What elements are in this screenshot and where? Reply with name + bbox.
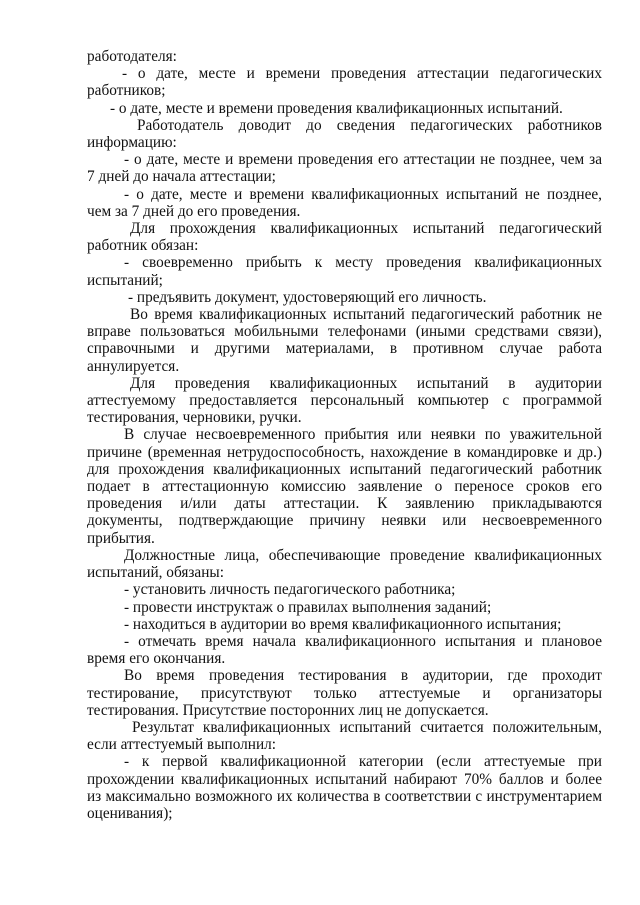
text-line: - о дате, месте и времени проведения квалификационных испытаний.	[110, 99, 563, 117]
text-line: работников;	[87, 82, 166, 100]
text-line: оценивания);	[87, 804, 173, 822]
text-line: - к первой квалификационной категории (если аттестуемые при	[124, 753, 602, 771]
text-line: Должностные лица, обеспечивающие проведение квалификационных	[124, 546, 602, 564]
text-line: чем за 7 дней до его проведения.	[87, 202, 301, 220]
text-line: Для проведения квалификационных испытаний в аудитории	[130, 374, 602, 392]
text-line: - находиться в аудитории во время квалификационного испытания;	[124, 615, 562, 633]
text-line: для прохождения квалификационных испытаний педагогический работник	[87, 460, 602, 478]
text-line: подает в аттестационную комиссию заявление о переносе сроков его	[87, 478, 602, 496]
text-line: причине (временная нетрудоспособность, нахождение в командировке и др.)	[87, 443, 602, 461]
text-line: - о дате, месте и времени проведения его аттестации не позднее, чем за	[124, 151, 602, 169]
text-line: тестирования, черновики, ручки.	[87, 409, 302, 427]
text-line: работодателя:	[87, 48, 177, 65]
text-line: время его окончания.	[87, 650, 226, 668]
text-line: Для прохождения квалификационных испытаний педагогический	[130, 220, 602, 238]
text-line: В случае несвоевременного прибытия или неявки по уважительной	[124, 426, 602, 444]
text-line: работник обязан:	[87, 237, 199, 255]
text-line: 7 дней до начала аттестации;	[87, 168, 276, 186]
text-line: - о дате, месте и времени квалификационных испытаний не позднее,	[124, 185, 602, 203]
text-line: тестирования. Присутствие посторонних лиц не допускается.	[87, 701, 489, 719]
text-line: вправе пользоваться мобильными телефонами (иными средствами связи),	[87, 323, 602, 341]
text-line: документы, подтверждающие причину неявки или несвоевременного	[87, 512, 602, 530]
text-line: - о дате, месте и времени проведения аттестации педагогических	[122, 65, 602, 83]
text-line: - отмечать время начала квалификационного испытания и плановое	[124, 632, 602, 650]
text-line: аннулируется.	[87, 357, 180, 375]
text-line: - своевременно прибыть к месту проведения квалификационных	[124, 254, 602, 272]
text-line: прибытия.	[87, 529, 155, 547]
text-line: проведения и/или даты аттестации. К заявлению прикладываются	[87, 495, 602, 513]
text-line: информацию:	[87, 134, 177, 152]
text-line: из максимально возможного их количества в соответствии с инструментарием	[87, 787, 602, 805]
text-line: прохождении квалификационных испытаний набирают 70% баллов и более	[87, 770, 602, 788]
text-line: если аттестуемый выполнил:	[87, 736, 277, 754]
text-line: Во время проведения тестирования в аудитории, где проходит	[124, 667, 602, 685]
text-line: тестирование, присутствуют только аттестуемые и организаторы	[87, 684, 602, 702]
text-line: Работодатель доводит до сведения педагогических работников	[137, 116, 602, 134]
text-line: аттестуемому предоставляется персональный компьютер с программой	[87, 392, 602, 410]
text-line: Результат квалификационных испытаний считается положительным,	[132, 718, 602, 736]
text-line: - установить личность педагогического работника;	[124, 581, 456, 599]
text-line: справочными и другими материалами, в противном случае работа	[87, 340, 602, 358]
text-line: Во время квалификационных испытаний педагогический работник не	[130, 306, 602, 324]
text-line: испытаний, обязаны:	[87, 564, 224, 582]
text-line: - предъявить документ, удостоверяющий его личность.	[128, 288, 487, 306]
text-line: - провести инструктаж о правилах выполнения заданий;	[124, 598, 492, 616]
text-line: испытаний;	[87, 271, 163, 289]
